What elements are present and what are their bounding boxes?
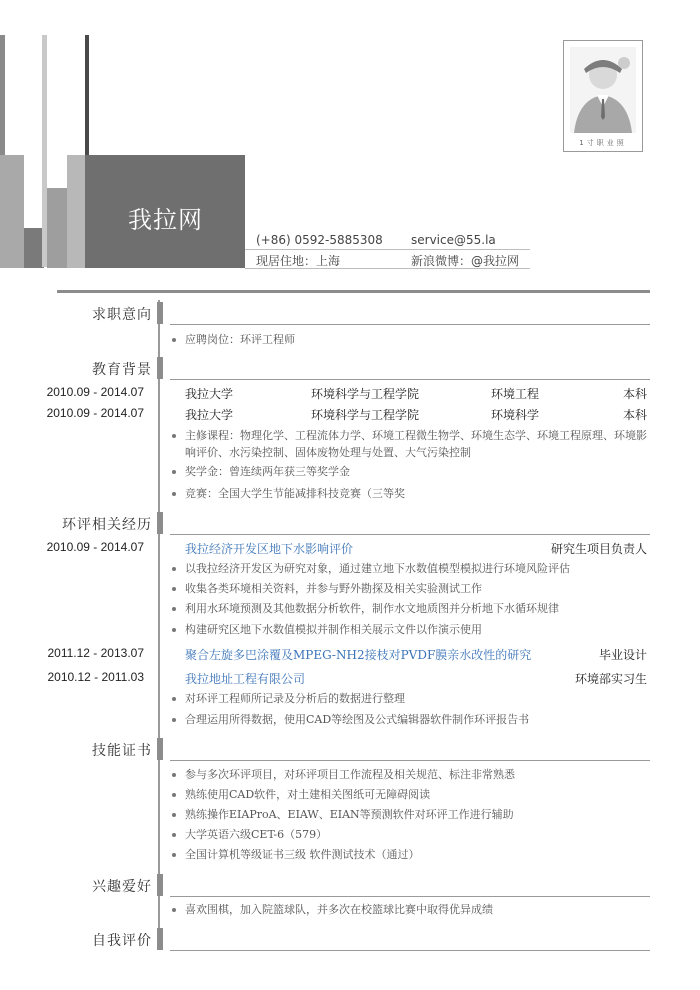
bullet-icon bbox=[172, 628, 176, 632]
section-marker bbox=[157, 512, 163, 534]
list-item: 以我拉经济开发区为研究对象，通过建立地下水数值模型模拟进行环境风险评估 bbox=[172, 560, 652, 577]
section-marker bbox=[157, 357, 163, 379]
section-rule bbox=[170, 896, 650, 897]
list-item: 熟练使用CAD软件，对土建相关图纸可无障碍阅读 bbox=[172, 786, 652, 803]
residence-text: 现居住地：上海 bbox=[256, 254, 341, 268]
photo-caption: 1寸职业照 bbox=[579, 139, 627, 147]
section-rule bbox=[170, 324, 650, 325]
profile-photo bbox=[563, 40, 643, 152]
bullet-icon bbox=[172, 470, 176, 474]
project-title: 聚合左旋多巴涂覆及MPEG-NH2接枝对PVDF膜亲水改性的研究 bbox=[185, 648, 532, 662]
section-rule bbox=[170, 379, 650, 380]
bullet-icon bbox=[172, 607, 176, 611]
list-item: 喜欢围棋，加入院篮球队，并多次在校篮球比赛中取得优异成绩 bbox=[172, 901, 652, 918]
bullet-icon bbox=[172, 718, 176, 722]
avatar bbox=[570, 47, 636, 133]
section-marker bbox=[157, 928, 163, 950]
section-title-self: 自我评价 bbox=[92, 933, 152, 949]
bullet-icon bbox=[172, 587, 176, 591]
bullet-icon bbox=[172, 853, 176, 857]
decor-bar-7 bbox=[85, 35, 89, 155]
section-marker bbox=[157, 738, 163, 760]
list-item: 参与多次环评项目，对环评项目工作流程及相关规范、标注非常熟悉 bbox=[172, 766, 652, 783]
section-marker bbox=[157, 302, 163, 324]
project-date: 2010.09 - 2014.07 bbox=[46, 540, 144, 554]
weibo-text: 新浪微博：@我拉网 bbox=[411, 254, 520, 268]
list-item: 收集各类环境相关资料，并参与野外勘探及相关实验测试工作 bbox=[172, 580, 652, 597]
section-rule bbox=[170, 760, 650, 761]
section-title-skills: 技能证书 bbox=[92, 743, 152, 759]
list-item: 利用水环境预测及其他数据分析软件，制作水文地质图并分析地下水循环规律 bbox=[172, 600, 652, 617]
decor-bar-6 bbox=[67, 155, 85, 268]
list-item: 主修课程：物理化学、工程流体力学、环境工程微生物学、环境生态学、环境工程原理、环境影响评价、水污染控制、固体废物处理与处置、大气污染控制 bbox=[172, 427, 652, 461]
project-title: 我拉地址工程有限公司 bbox=[185, 672, 306, 686]
project-role: 环境部实习生 bbox=[574, 672, 647, 686]
header-rule bbox=[57, 290, 650, 293]
section-title-experience: 环评相关经历 bbox=[62, 517, 152, 533]
list-item: 合理运用所得数据，使用CAD等绘图及公式编辑器软件制作环评报告书 bbox=[172, 711, 652, 728]
decor-bar-5 bbox=[47, 188, 67, 268]
list-item: 构建研究区地下水数值模拟并制作相关展示文件以作演示使用 bbox=[172, 621, 652, 638]
list-item: 熟练操作EIAProA、EIAW、EIAN等预测软件对环评工作进行辅助 bbox=[172, 806, 652, 823]
candidate-name: 我拉网 bbox=[128, 206, 203, 234]
edu-date: 2010.09 - 2014.07 bbox=[46, 385, 144, 399]
bullet-icon bbox=[172, 908, 176, 912]
bullet-icon bbox=[172, 492, 176, 496]
project-role: 毕业设计 bbox=[598, 648, 647, 662]
section-title-hobbies: 兴趣爱好 bbox=[92, 879, 152, 895]
list-item: 奖学金：曾连续两年获三等奖学金 bbox=[172, 463, 652, 480]
person-icon bbox=[570, 47, 636, 133]
decor-bar-3 bbox=[24, 228, 44, 268]
project-title: 我拉经济开发区地下水影响评价 bbox=[185, 542, 354, 556]
list-item: 应聘岗位：环评工程师 bbox=[172, 331, 652, 348]
timeline-line bbox=[158, 300, 160, 950]
decor-bar-2 bbox=[0, 155, 24, 268]
section-marker bbox=[157, 874, 163, 896]
list-item: 大学英语六级CET-6（579） bbox=[172, 826, 652, 843]
bullet-icon bbox=[172, 338, 176, 342]
email-text: service@55.la bbox=[411, 233, 496, 247]
project-date: 2011.12 - 2013.07 bbox=[47, 646, 144, 660]
contact-divider bbox=[245, 249, 530, 250]
bullet-icon bbox=[172, 773, 176, 777]
list-item: 全国计算机等级证书三级 软件测试技术（通过） bbox=[172, 846, 652, 863]
section-rule bbox=[170, 950, 650, 951]
table-row: 我拉大学 环境科学与工程学院 环境工程 本科 bbox=[185, 387, 647, 401]
bullet-icon bbox=[172, 567, 176, 571]
edu-date: 2010.09 - 2014.07 bbox=[46, 406, 144, 420]
bullet-icon bbox=[172, 833, 176, 837]
bullet-icon bbox=[172, 793, 176, 797]
project-role: 研究生项目负责人 bbox=[550, 542, 647, 556]
contact-divider-bottom bbox=[245, 268, 530, 269]
bullet-icon bbox=[172, 697, 176, 701]
phone-text: (+86) 0592-5885308 bbox=[256, 233, 383, 247]
section-title-education: 教育背景 bbox=[92, 362, 152, 378]
section-title-objective: 求职意向 bbox=[92, 307, 152, 323]
bullet-icon bbox=[172, 813, 176, 817]
list-item: 对环评工程师所记录及分析后的数据进行整理 bbox=[172, 690, 652, 707]
project-date: 2010.12 - 2011.03 bbox=[47, 670, 144, 684]
bullet-icon bbox=[172, 434, 176, 438]
list-item: 竞赛：全国大学生节能减排科技竞赛（三等奖 bbox=[172, 485, 652, 502]
section-rule bbox=[170, 534, 650, 535]
table-row: 我拉大学 环境科学与工程学院 环境科学 本科 bbox=[185, 408, 647, 422]
